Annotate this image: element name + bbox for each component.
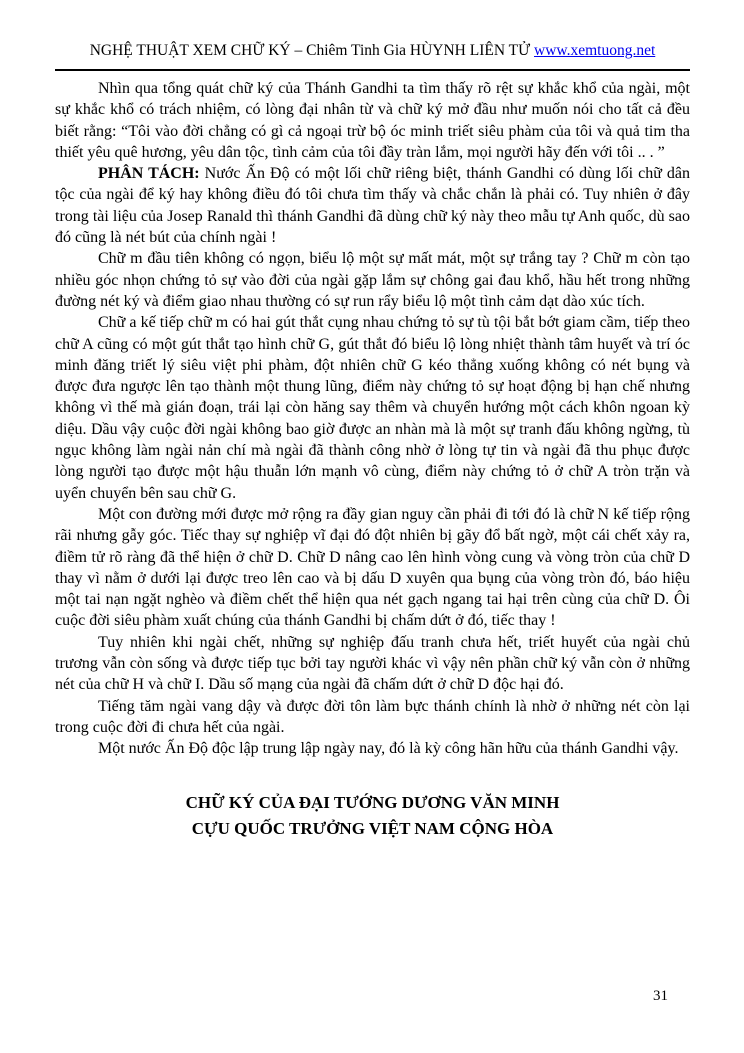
section-heading	[55, 790, 690, 842]
paragraph-text: Tiếng tăm ngài vang dậy và được đời tôn làm bực thánh chính là nhờ ở những nét còn lại trong cuộc đời đi chưa hết của ngài.	[55, 697, 690, 736]
section-heading-line1: CHỮ KÝ CỦA ĐẠI TƯỚNG DƯƠNG VĂN MINH	[185, 792, 560, 812]
paragraph	[55, 738, 690, 759]
header-rule	[55, 69, 690, 71]
paragraph	[55, 312, 690, 504]
paragraph	[55, 696, 690, 739]
paragraph-text: Chữ a kế tiếp chữ m có hai gút thắt cụng nhau chứng tỏ sự tù tội bắt bớt giam cầm, tiếp theo chữ A cũng có một gút thắt tạo hình chữ G, gút thắt đó biểu lộ lòng nhiệt thành tâm huyết và trí óc minh đăng triết lý siêu việt phi phàm, đột nhiên chữ G kéo thẳng xuống không có nét bụng và được đưa ngược lên tạo thành một thung lũng, điểm này chứng tỏ sự hoạt động bị hạn chế nhưng không vì thế mà gián đoạn, trái lại còn hăng say thêm và chuyển hướng một cách khôn ngoan kỳ diệu. Dầu vậy cuộc đời ngài không bao giờ được an nhàn mà là một sự tranh đấu không ngừng, tù ngục không làm ngài nản chí mà ngài đã thành công nhờ ở lòng tự tin và ngài đã thu phục được lòng người tạo được một hậu thuẫn lớn mạnh vô cùng, điểm này chứng tỏ ở chữ A tròn trặn và uyển chuyển bên sau chữ G.	[55, 314, 690, 502]
page-body	[55, 78, 690, 760]
page-number: 31	[653, 988, 668, 1004]
header-title: NGHỆ THUẬT XEM CHỮ KÝ – Chiêm Tinh Gia HÙYNH LIÊN TỬ	[89, 42, 531, 59]
paragraph-text: Một nước Ấn Độ độc lập trung lập ngày nay, đó là kỳ công hãn hữu của thánh Gandhi vậy.	[98, 740, 679, 758]
paragraph-lead: PHÂN TÁCH:	[98, 165, 200, 183]
page-header	[55, 0, 690, 71]
paragraph-text: Tuy nhiên khi ngài chết, những sự nghiệp đấu tranh chưa hết, triết huyết của ngài chủ trương vẫn còn sống và được tiếp tục bởi tay người khác vì vậy nên phần chữ ký vẫn còn ở những nét của chữ H và chữ I. Dầu số mạng của ngài đã chấm dứt ở chữ D độc hại đó.	[55, 633, 690, 694]
paragraph	[55, 504, 690, 632]
paragraph-text: Chữ m đầu tiên không có ngọn, biểu lộ một sự mất mát, một sự trắng tay ? Chữ m còn tạo nhiều góc nhọn chứng tỏ sự vào đời của ngài gặp lắm sự chông gai đau khổ, hầu hết trong những đường nét ký và điểm giao nhau thường có sự run rẩy biểu lộ một tình cảm dạt dào xúc tích.	[55, 250, 690, 310]
section-heading-line2: CỰU QUỐC TRƯỞNG VIỆT NAM CỘNG HÒA	[191, 818, 554, 838]
paragraph-text: Nhìn qua tổng quát chữ ký của Thánh Gandhi ta tìm thấy rõ rệt sự khắc khổ của ngài, một sự khắc khổ có trách nhiệm, có lòng đại nhân từ và chữ ký mở đầu như muốn nói cho tất cả đều biết rằng: “Tôi vào đời chẳng có gì cả ngoại trừ bộ óc minh triết siêu phàm của tôi và quả tim tha thiết yêu quê hương, yêu dân tộc, tình cảm của tôi đầy tràn lắm, mọi người hãy đến với tôi .. . ”	[55, 80, 690, 161]
paragraph	[55, 248, 690, 312]
header-link[interactable]: www.xemtuong.net	[534, 42, 656, 59]
paragraph-text: Nước Ấn Độ có một lối chữ riêng biệt, thánh Gandhi có dùng lối chữ dân tộc của ngài để ký hay không điều đó tôi chưa tìm thấy và chắc chắn là phải có. Tuy nhiên ở đây trong tài liệu của Josep Ranald thì thánh Gandhi đã dùng chữ ký này theo mẫu tự Anh quốc, dù sao đó cũng là nét bút của chính ngài !	[55, 165, 691, 247]
paragraph	[55, 163, 690, 248]
header-text	[55, 42, 690, 60]
paragraph-text: Một con đường mới được mở rộng ra đầy gian nguy cần phải đi tới đó là chữ N kế tiếp rộng rãi nhưng gẫy góc. Tiếc thay sự nghiệp vĩ đại đó đột nhiên bị gãy đổ bất ngờ, một cái chết xảy ra, điềm tử rõ ràng đã thể hiện ở chữ D. Chữ D nâng cao lên hình vòng cung và vòng tròn của chữ D thay vì nằm ở dưới lại được treo lên cao và bị dấu D xuyên qua bụng của vòng tròn đó, báo hiệu một tai nạn ngặt nghèo và điềm chết thể hiện qua nét gạch ngang tai hại trên cùng của chữ D. Ôi cuộc đời siêu phàm xuất chúng của thánh Gandhi bị chấm dứt ở đó, tiếc thay !	[55, 505, 690, 630]
paragraph	[55, 78, 690, 163]
paragraph	[55, 632, 690, 696]
